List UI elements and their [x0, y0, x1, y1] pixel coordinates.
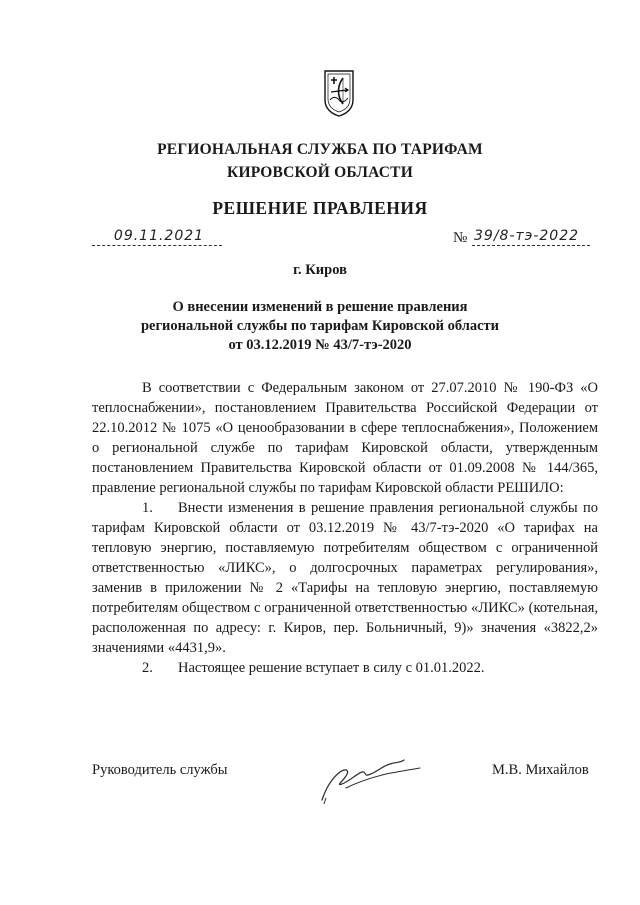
decision-item-1 — [92, 498, 598, 658]
signatory-name: М.В. Михайлов — [492, 762, 589, 778]
document-date: 09.11.2021 — [113, 228, 205, 244]
org-name-line-2: КИРОВСКОЙ ОБЛАСТИ — [227, 164, 413, 181]
item-number: 1. — [142, 500, 153, 516]
decision-item-2 — [92, 658, 598, 678]
signatory-role: Руководитель службы — [92, 762, 228, 778]
city: г. Киров — [293, 262, 347, 278]
document-number: 39/8-тэ-2022 — [474, 228, 580, 244]
item-text: Внести изменения в решение правления региональной службы по тарифам Кировской области от 03.12.2019 № 43/7-тэ-2020 «О тарифах на тепловую энергию, поставляемую потребителям обществом с ограниченной ответственностью «ЛИКС», о долгосрочных параметрах регулирования», заменив в приложении № 2 «Тарифы на тепловую энергию, поставляемую потребителям обществом с ограниченной ответственностью «ЛИКС» (котельная, расположенная по адресу: г. Киров, пер. Больничный, 9)» значения «3822,2» значениями «4431,9». — [92, 500, 598, 656]
subject-line-1: О внесении изменений в решение правления — [172, 299, 468, 315]
org-name-line-1: РЕГИОНАЛЬНАЯ СЛУЖБА ПО ТАРИФАМ — [157, 141, 483, 158]
document-title: РЕШЕНИЕ ПРАВЛЕНИЯ — [212, 198, 428, 218]
number-underline — [472, 245, 590, 246]
number-sign: № — [453, 230, 468, 246]
subject-line-3: от 03.12.2019 № 43/7-тэ-2020 — [228, 337, 412, 353]
document-subject — [0, 298, 640, 355]
item-text: Настоящее решение вступает в силу с 01.01.2022. — [178, 660, 485, 676]
document-body — [92, 378, 598, 678]
date-underline — [92, 245, 222, 246]
handwritten-signature — [316, 748, 426, 808]
preamble-paragraph: В соответствии с Федеральным законом от 27.07.2010 № 190-ФЗ «О теплоснабжении», постановлением Правительства Российской Федерации от 22.10.2012 № 1075 «О ценообразовании в сфере теплоснабжения», Положением о региональной службе по тарифам Кировской области, утвержденным постановлением Правительства Кировской области от 01.09.2008 № 144/365, правление региональной службы по тарифам Кировской области РЕШИЛО: — [92, 380, 598, 496]
subject-line-2: региональной службы по тарифам Кировской области — [140, 318, 500, 334]
kirov-coat-of-arms-icon — [322, 68, 356, 118]
item-number: 2. — [142, 660, 153, 676]
